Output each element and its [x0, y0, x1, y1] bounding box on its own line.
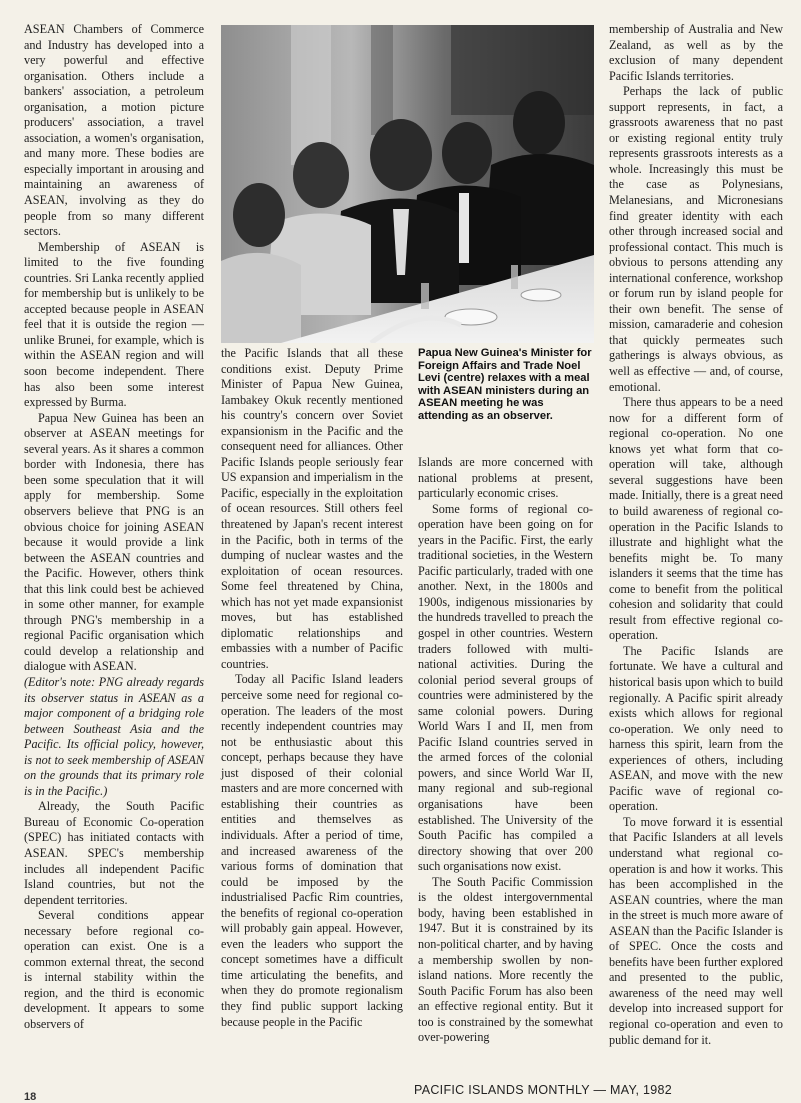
paragraph: To move forward it is essential that Pacific Islanders at all levels understand what regional co-operation is and how it works. This has been accomplished in the ASEAN countries, where the man in the street is much more aware of ASEAN than the Pacific Islander is of SPEC. Once the costs and benefits have been further explored and presented to the public, awareness of the need may well develop into increased support for regional co-operation and even to public demand for it.: [609, 814, 783, 1047]
paragraph: Perhaps the lack of public support represents, in fact, a grassroots awareness that no past or existing regional entity truly represents grassroots interests as a whole. Increasingly this must be the case as Polynesians, Melanesians, and Micronesians find greater identity with each other through increased social and professional contact. This much is obvious to persons attending any international conference, workshop or forum run by island people for their own benefit. The sense of mission, camaraderie and cohesion that quickly permeates such gatherings is always obvious, as well as effective — and, of course, emotional.: [609, 84, 783, 394]
paragraph: Already, the South Pacific Bureau of Economic Co-operation (SPEC) has initiated contacts with ASEAN. SPEC's membership includes all independent Pacific Island countries, but not the dependent territories.: [24, 799, 204, 907]
paragraph: The South Pacific Commission is the oldest intergovernmental body, having been established in 1947. But it is constrained by its non-political charter, and by having a membership swollen by non-island nations. More recently the South Pacific Forum has also been an effective regional entity. But it too is constrained by the somewhat over-powering: [418, 874, 593, 1045]
paragraph: the Pacific Islands that all these conditions exist. Deputy Prime Minister of Papua New Guinea, Iambakey Okuk recently mentioned his country's concern over Soviet expansionism in the Pacific and the consequent need for alliances. Other Pacific Islands people seriously fear US expansion and imperialism in the Pacific, especially in the exploitation of ocean resources. Still others feel threatened by Japan's recent interest in the Pacific, both in terms of the dumping of nuclear wastes and the exploitation of ocean resources. Some feel threatened by China, which has not yet made expansionist moves, but has established diplomatic relationships and embassies with a number of Pacific countries.: [221, 346, 403, 671]
photo-illustration: [221, 25, 594, 343]
paragraph: Islands are more concerned with national problems at present, particularly economic crises.: [418, 455, 593, 501]
paragraph: ASEAN Chambers of Commerce and Industry has developed into a very powerful and effective organisation. Others include a bankers' association, a petroleum organisation, a motion picture producers' association, a travel association, a women's organisation, and many more. These bodies are especially important in arousing and maintaining an awareness of ASEAN, involving as they do people from so many different sectors.: [24, 22, 204, 239]
article-column-1: [24, 22, 204, 1033]
photo-caption: Papua New Guinea's Minister for Foreign Affairs and Trade Noel Levi (centre) relaxes with a meal with ASEAN ministers during an ASEAN meeting he was attending as an observer.: [418, 347, 592, 422]
paragraph: membership of Australia and New Zealand, as well as by the exclusion of many dependent Pacific Islands territories.: [609, 22, 783, 83]
paragraph: Several conditions appear necessary before regional co-operation can exist. One is a common external threat, the second is internal stability within the region, and the third is economic development. It appears to some observers of: [24, 908, 204, 1031]
page-number: 18: [24, 1091, 37, 1103]
paragraph: Some forms of regional co-operation have been going on for years in the Pacific. First, the early traditional societies, in the Western Pacific particularly, traded with one another. Next, in the 1800s and 1900s, indigenous missionaries by the hundreds travelled to preach the gospel in other countries. Western traders followed with multi-national activities. During the colonial period several groups of countries were administered by the same colonial powers. During World Wars I and II, men from Pacific Island countries served in the armed forces of the colonial powers, and since World War II, many regional and sub-regional organisations have been established. The University of the South Pacific has compiled a directory showing that over 200 such organisations now exist.: [418, 501, 593, 874]
article-column-2: [221, 346, 403, 1030]
paragraph: There thus appears to be a need now for a different form of regional co-operation. No one knows yet what form that co-operation will take, although several suggestions have been made. Initially, there is a great need to build awareness of regional co-operation in the Pacific Islands to illustrate and highlight what the benefits might be. To many islanders it seems that the time has come to benefit from the political cohesion and solidarity that could result from effective regional co-operation.: [609, 395, 783, 643]
article-column-4: [609, 22, 783, 1048]
paragraph: Membership of ASEAN is limited to the five founding countries. Sri Lanka recently applied for membership but is unlikely to be accepted because people in ASEAN feel that it is outside the region — unlike Brunei, for example, which is within the ASEAN region and will soon become independent. There has also been some interest expressed by Burma.: [24, 239, 204, 410]
paragraph: Today all Pacific Island leaders perceive some need for regional co-operation. The leaders of the most recently independent countries may not be enthusiastic about this concept, perhaps because they have just disposed of their colonial masters and are more concerned with establishing their countries as entities and themselves as individuals. After a period of time, and increased awareness of the various forms of domination that could be imposed by the industrialised Pacfic Rim countries, the benefits of regional co-operation will probably gain appeal. However, even the leaders who support the concept sometimes have a difficult time articulating the benefits, and when they do promote regionalism they find public support lacking because people in the Pacific: [221, 672, 403, 1029]
footer-title: PACIFIC ISLANDS MONTHLY — MAY, 1982: [414, 1083, 673, 1097]
paragraph: The Pacific Islands are fortunate. We have a cultural and historical basis upon which to build regionally. A Pacific spirit already exists which allows for regional co-operation. We only need to harness this spirit, learn from the experiences of others, including ASEAN, and move with the new Pacific wave of regional co-operation.: [609, 643, 783, 814]
editor-note: (Editor's note: PNG already regards its observer status in ASEAN as a major component of a bridging role between Southeast Asia and the Pacific. Its official policy, however, is not to seek membership of ASEAN on the grounds that its primary role is in the Pacific.): [24, 674, 204, 798]
article-column-3: [418, 455, 593, 1046]
meeting-photo: [221, 25, 594, 343]
paragraph: Papua New Guinea has been an observer at ASEAN meetings for several years. As it shares a common border with Indonesia, there has been some speculation that it will apply for membership. Some observers believe that PNG is an obvious choice for joining ASEAN because it would provide a link between the ASEAN countries and the Pacific. However, others think that this link could best be achieved in some other manner, for example through PNG's membership in a regional Pacific organisation which could develop a relationship and dialogue with ASEAN.: [24, 410, 204, 674]
